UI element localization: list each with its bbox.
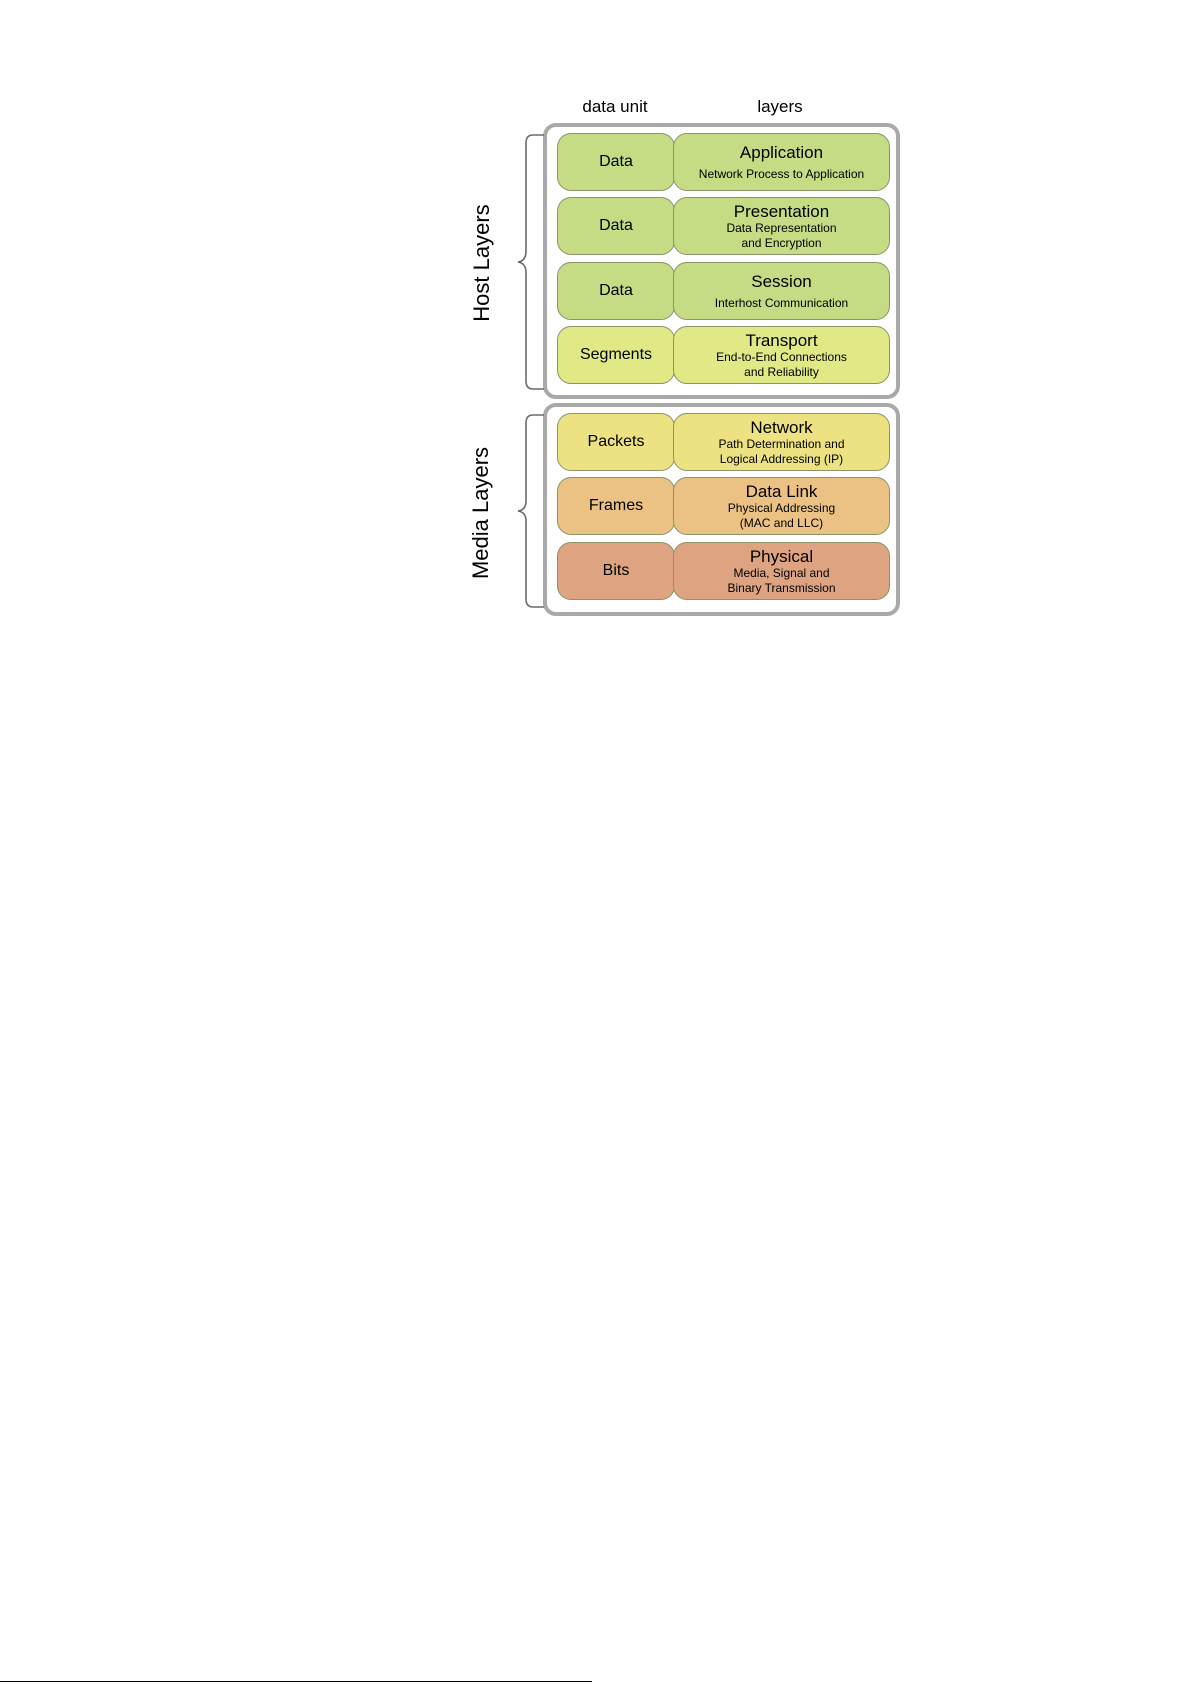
- layer-description: Data Representation and Encryption: [726, 220, 837, 250]
- layer-description: Media, Signal and Binary Transmission: [727, 565, 836, 595]
- data-unit-cell: Packets: [557, 413, 675, 471]
- data-unit-cell: Data: [557, 262, 675, 320]
- layer-name: Transport: [745, 330, 818, 350]
- media-layers-label: Media Layers: [468, 446, 493, 580]
- data-unit-cell: Frames: [557, 477, 675, 535]
- data-unit-header: data unit: [582, 97, 648, 116]
- media-brace: [500, 413, 546, 609]
- row-presentation: [557, 197, 890, 255]
- layer-description: End-to-End Connections and Reliability: [716, 349, 847, 379]
- layer-description: Physical Addressing (MAC and LLC): [727, 500, 836, 530]
- row-network: [557, 413, 890, 471]
- layer-cell-transport: [673, 326, 890, 384]
- layer-name: Application: [739, 142, 824, 162]
- layer-cell-session: [673, 262, 890, 320]
- layer-name: Session: [751, 271, 812, 291]
- footer-rule: [0, 1681, 592, 1682]
- layer-name: Data Link: [745, 481, 818, 501]
- row-application: [557, 133, 890, 191]
- data-unit-cell: Data: [557, 197, 675, 255]
- layer-name: Presentation: [733, 201, 830, 221]
- host-brace: [500, 133, 546, 391]
- row-physical: [557, 542, 890, 600]
- layer-description: Interhost Communication: [714, 295, 849, 310]
- layer-description: Path Determination and Logical Addressing (IP): [718, 436, 845, 466]
- layer-description: Network Process to Application: [698, 166, 865, 181]
- layer-cell-presentation: [673, 197, 890, 255]
- layer-cell-application: [673, 133, 890, 191]
- media-layers-group: [543, 403, 900, 616]
- layers-header: layers: [757, 97, 803, 116]
- data-unit-cell: Bits: [557, 542, 675, 600]
- layer-cell-network: [673, 413, 890, 471]
- data-unit-cell: Segments: [557, 326, 675, 384]
- row-data-link: [557, 477, 890, 535]
- layer-name: Network: [750, 417, 813, 437]
- row-session: [557, 262, 890, 320]
- layer-cell-physical: [673, 542, 890, 600]
- layer-name: Physical: [749, 546, 814, 566]
- host-layers-label: Host Layers: [469, 204, 494, 322]
- row-transport: [557, 326, 890, 384]
- layer-cell-data-link: [673, 477, 890, 535]
- data-unit-cell: Data: [557, 133, 675, 191]
- host-layers-group: [543, 123, 900, 399]
